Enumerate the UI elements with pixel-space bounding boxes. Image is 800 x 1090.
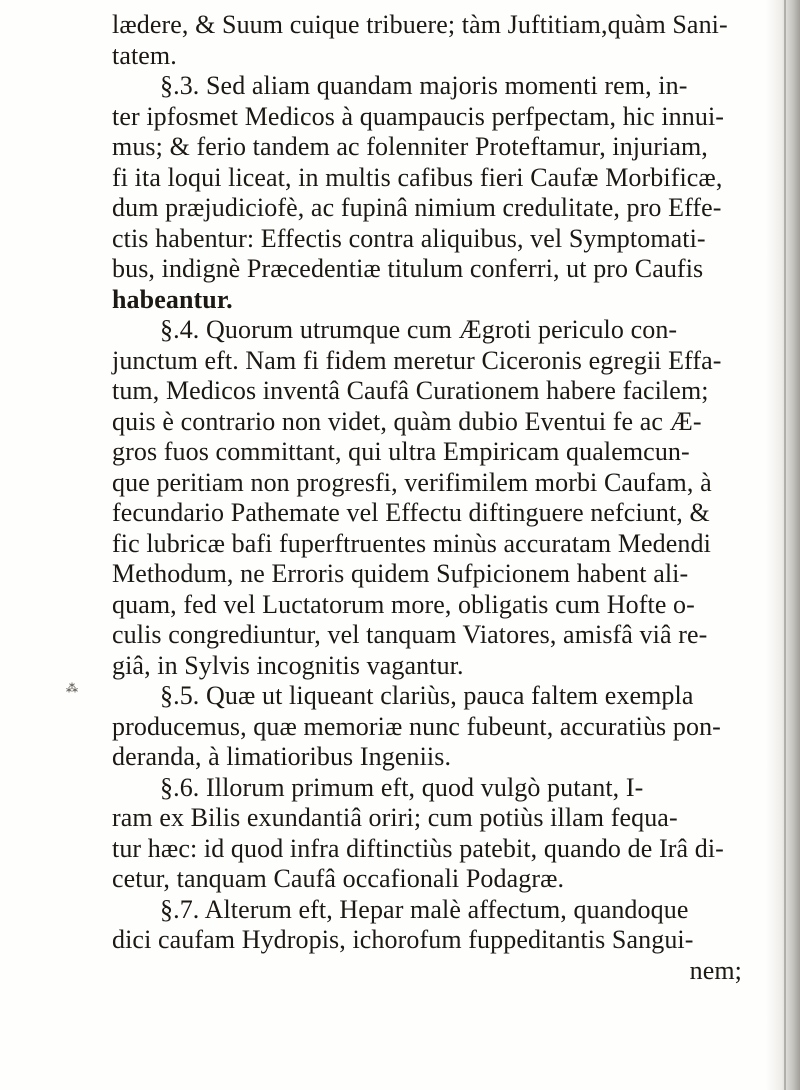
text-line: ctis habentur: Effectis contra aliquibus, vel Symptomati- [112,223,706,253]
text-line: quis è contrario non videt, quàm dubio Eventui fe ac Æ- [112,406,702,436]
text-line: tum, Medicos inventâ Caufâ Curationem habere facilem; [112,376,709,405]
text-line: producemus, quæ memoriæ nunc fubeunt, accuratiùs pon- [112,711,721,741]
section-3-start: §.3. Sed aliam quandam majoris momenti rem, in- [160,71,688,100]
text-line: dici caufam Hydropis, ichorofum fuppeditantis Sangui- [112,925,694,954]
text-line: fi ita loqui liceat, in multis cafibus fieri Caufæ Morbificæ, [112,162,723,192]
text-line: mus; & ferio tandem ac folenniter Proteftamur, injuriam, [112,132,708,161]
latin-text-block [112,10,797,986]
text-line: bus, indignè Præcedentiæ titulum conferri, ut pro Caufis [112,254,704,283]
text-line: junctum eft. Nam fi fidem meretur Ciceronis egregii Effa- [112,345,722,375]
text-line: quam, fed vel Luctatorum more, obligatis cum Hofte o- [112,589,695,619]
text-line: ram ex Bilis exundantiâ oriri; cum potiùs illam fequa- [112,803,678,832]
text-line: culis congrediuntur, vel tanquam Viatores, amisfâ viâ re- [112,620,708,649]
margin-mark: ⁂ [66,681,78,695]
text-line: giâ, in Sylvis incognitis vagantur. [112,650,464,680]
text-line-catchword: nem; [689,955,742,985]
text-line: ter ipfosmet Medicos à quampaucis perfpectam, hic innui- [112,101,725,131]
text-line: Methodum, ne Erroris quidem Sufpicionem habent ali- [112,559,689,588]
text-line: gros fuos committant, qui ultra Empiricam qualemcun- [112,437,690,466]
section-6-start: §.6. Illorum primum eft, quod vulgò putant, I- [160,772,644,802]
section-5-start: §.5. Quæ ut liqueant clariùs, pauca faltem exempla [160,681,694,710]
text-line: dum præjudiciofè, ac fupinâ nimium credulitate, pro Effe- [112,193,722,222]
text-line: cetur, tanquam Caufâ occafionali Podagræ. [112,864,565,893]
text-line: tatem. [112,40,177,70]
text-line: que peritiam non progresfi, verifimilem morbi Caufam, à [112,467,712,497]
text-line: lædere, & Suum cuique tribuere; tàm Juftitiam,quàm Sani- [112,10,728,39]
text-line: tur hæc: id quod infra diftinctiùs patebit, quando de Irâ di- [112,833,724,863]
text-line: fic lubricæ bafi fuperftruentes minùs accuratam Medendi [112,528,711,558]
text-line: deranda, à limatioribus Ingeniis. [112,742,452,771]
text-line: fecundario Pathemate vel Effectu diftinguere nefciunt, & [112,498,710,527]
section-4-start: §.4. Quorum utrumque cum Ægroti periculo con- [160,315,678,344]
section-7-start: §.7. Alterum eft, Hepar malè affectum, quandoque [160,894,689,924]
text-line: habeantur. [112,284,233,314]
